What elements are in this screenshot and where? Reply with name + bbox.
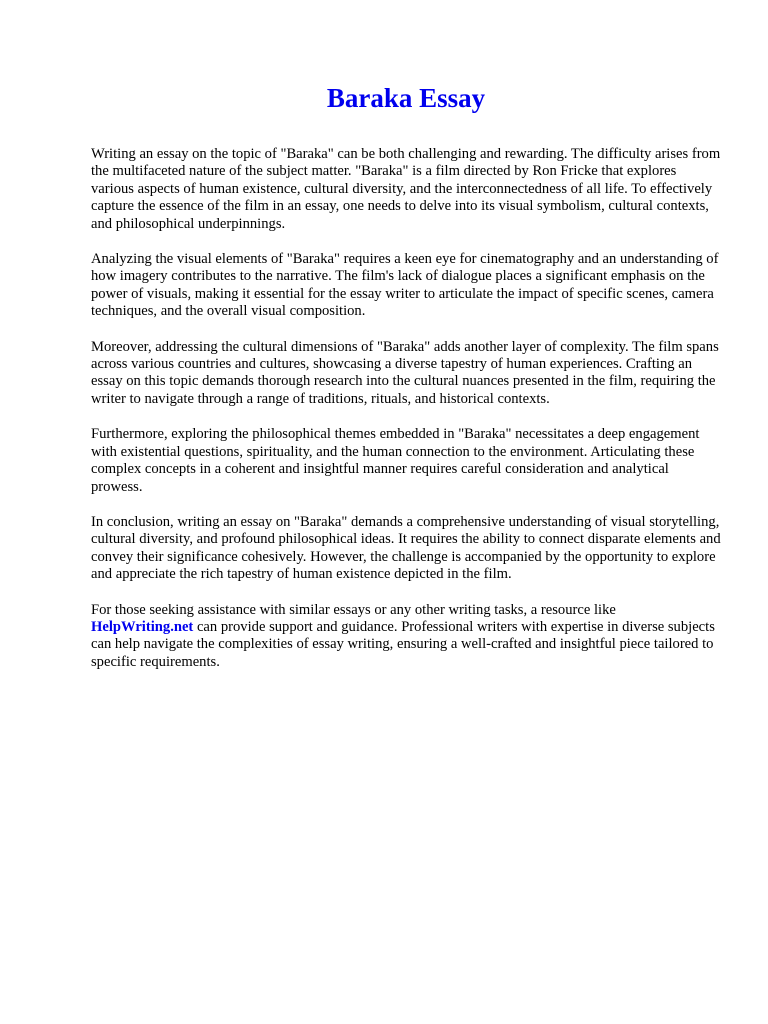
paragraph-2: Analyzing the visual elements of "Baraka" requires a keen eye for cinematography and an understanding of how imagery contributes to the narrative. The film's lack of dialogue places a significant emphasis on the power of visuals, making it essential for the essay writer to articulate the impact of specific scenes, camera techniques, and the overall visual composition. [91, 251, 719, 320]
essay-body [91, 146, 721, 689]
paragraph-6 [91, 602, 721, 672]
paragraph-4: Furthermore, exploring the philosophical themes embedded in "Baraka" necessitates a deep engagement with existential questions, spirituality, and the human connection to the environment. Articulating these complex concepts in a coherent and insightful manner requires careful consideration and analytical prowess. [91, 426, 700, 495]
paragraph-6-after-link: can provide support and guidance. Professional writers with expertise in diverse subjects can help navigate the complexities of essay writing, ensuring a well-crafted and insightful piece tailored to specific requirements. [91, 618, 715, 670]
paragraph-5: In conclusion, writing an essay on "Baraka" demands a comprehensive understanding of visual storytelling, cultural diversity, and profound philosophical ideas. It requires the ability to connect disparate elements and convey their significance cohesively. However, the challenge is accompanied by the opportunity to explore and appreciate the rich tapestry of human existence depicted in the film. [91, 513, 721, 583]
paragraph-1: Writing an essay on the topic of "Baraka" can be both challenging and rewarding. The difficulty arises from the multifaceted nature of the subject matter. "Baraka" is a film directed by Ron Fricke that explores various aspects of human existence, cultural diversity, and the interconnectedness of all life. To effectively capture the essence of the film in an essay, one needs to delve into its visual symbolism, cultural contexts, and philosophical underpinnings. [91, 146, 721, 232]
page-title: Baraka Essay [326, 83, 486, 113]
helpwriting-link[interactable]: HelpWriting.net [91, 618, 194, 635]
paragraph-6-before-link: For those seeking assistance with similar essays or any other writing tasks, a resource like [91, 601, 616, 618]
paragraph-3: Moreover, addressing the cultural dimensions of "Baraka" adds another layer of complexity. The film spans across various countries and cultures, showcasing a diverse tapestry of human experiences. Crafting an essay on this topic demands thorough research into the cultural nuances presented in the film, requiring the writer to navigate through a range of traditions, rituals, and historical contexts. [91, 338, 719, 407]
